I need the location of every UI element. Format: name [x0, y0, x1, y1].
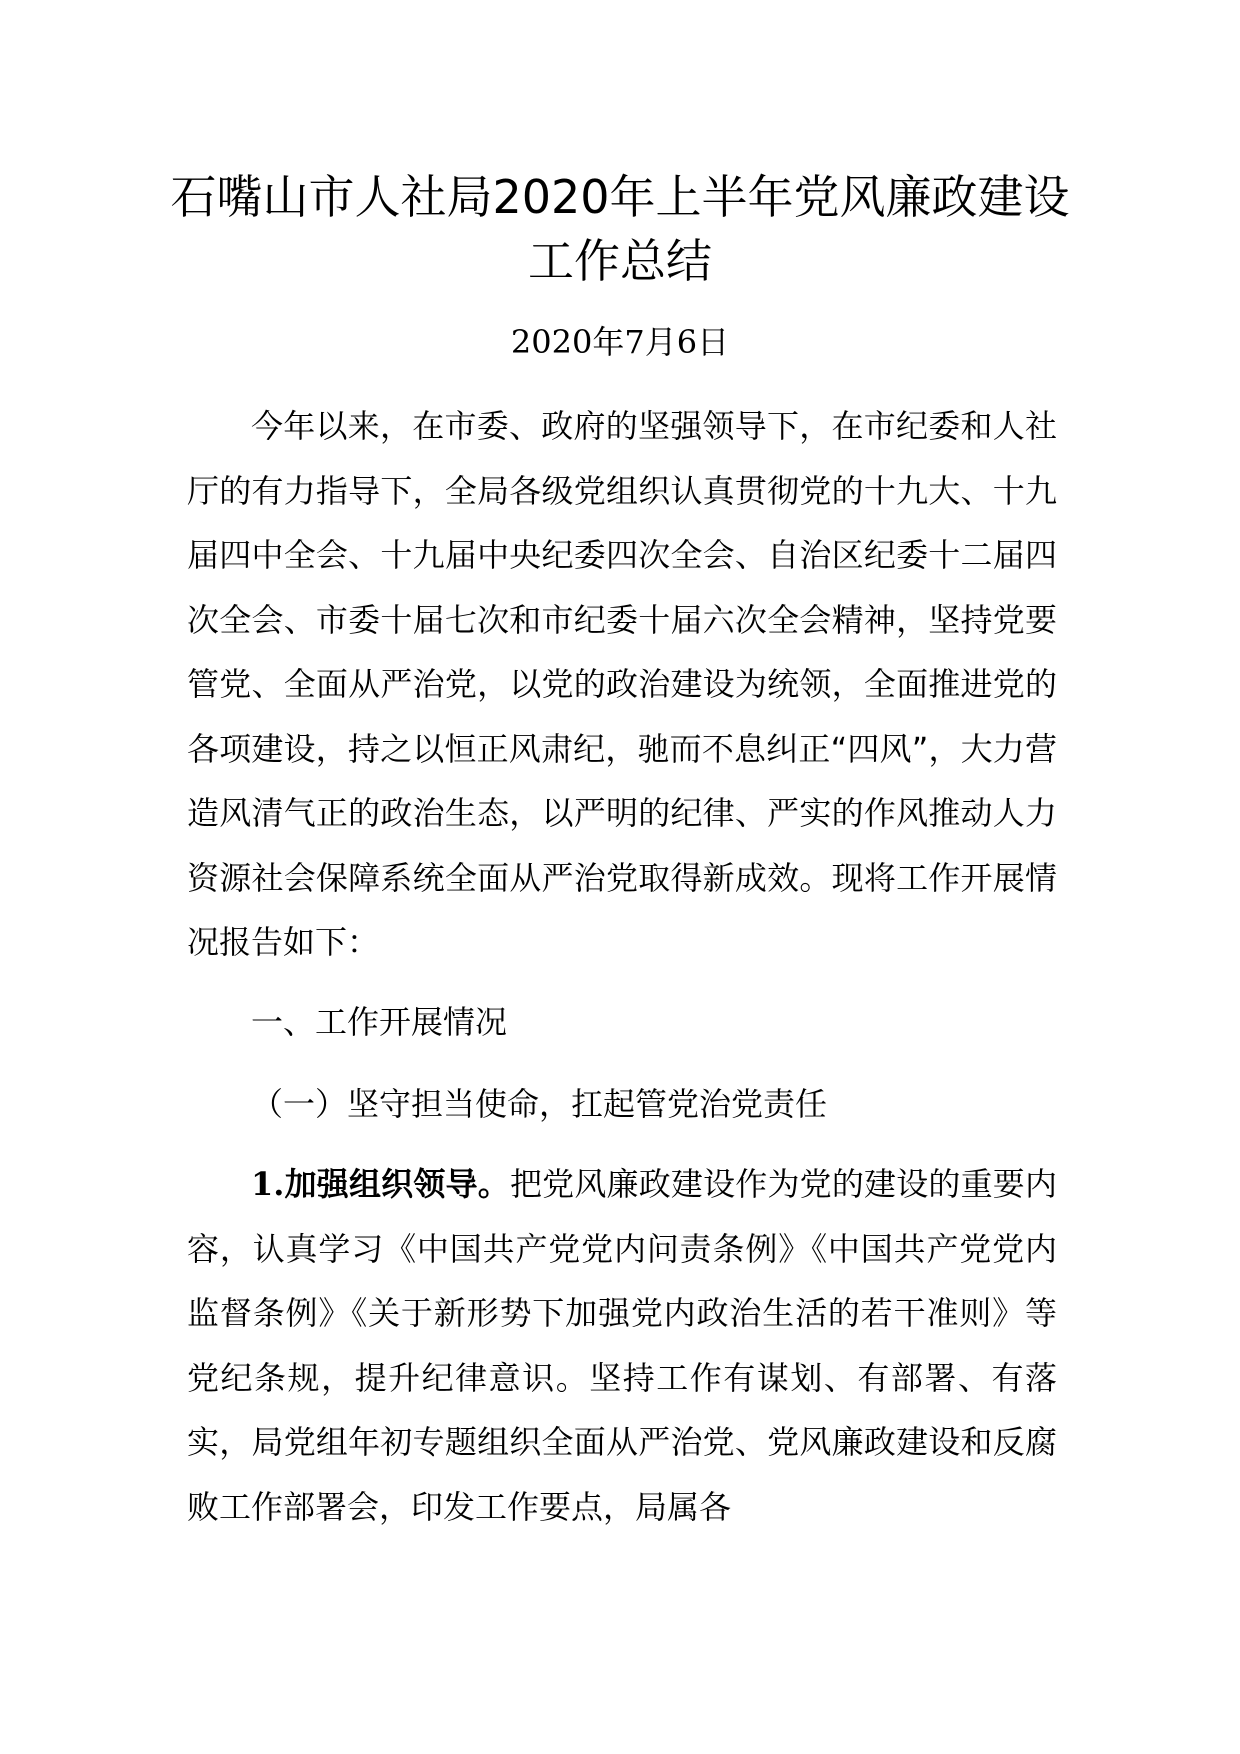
item1-paragraph	[187, 1152, 1057, 1539]
section-heading: 一、工作开展情况	[251, 1003, 508, 1041]
item1-text: 把党风廉政建设作为党的建设的重要内容，认真学习《中国共产党党内问责条例》《中国共产党党内监督条例》《关于新形势下加强党内政治生活的若干准则》等党纪条规，提升纪律意识。坚持工作有谋划、有部署、有落实，局党组年初专题组织全面从严治党、党风廉政建设和反腐败工作部署会，印发工作要点，局属各	[187, 1165, 1057, 1526]
item1-lead: 1.加强组织领导。	[251, 1165, 510, 1203]
item1-section	[187, 1152, 1057, 1539]
document-title: 石嘴山市人社局2020年上半年党风廉政建设工作总结	[170, 170, 1070, 288]
subsection-heading: （一）坚守担当使命，扛起管党治党责任	[251, 1085, 828, 1123]
intro-section	[187, 394, 1057, 975]
intro-paragraph: 今年以来，在市委、政府的坚强领导下，在市纪委和人社厅的有力指导下，全局各级党组织认真贯彻党的十九大、十九届四中全会、十九届中央纪委四次全会、自治区纪委十二届四次全会、市委十届七次和市纪委十届六次全会精神，坚持党要管党、全面从严治党，以党的政治建设为统领，全面推进党的各项建设，持之以恒正风肃纪，驰而不息纠正“四风”，大力营造风清气正的政治生态，以严明的纪律、严实的作风推动人力资源社会保障系统全面从严治党取得新成效。现将工作开展情况报告如下：	[187, 407, 1057, 961]
document-date: 2020年7月6日	[510, 323, 730, 361]
